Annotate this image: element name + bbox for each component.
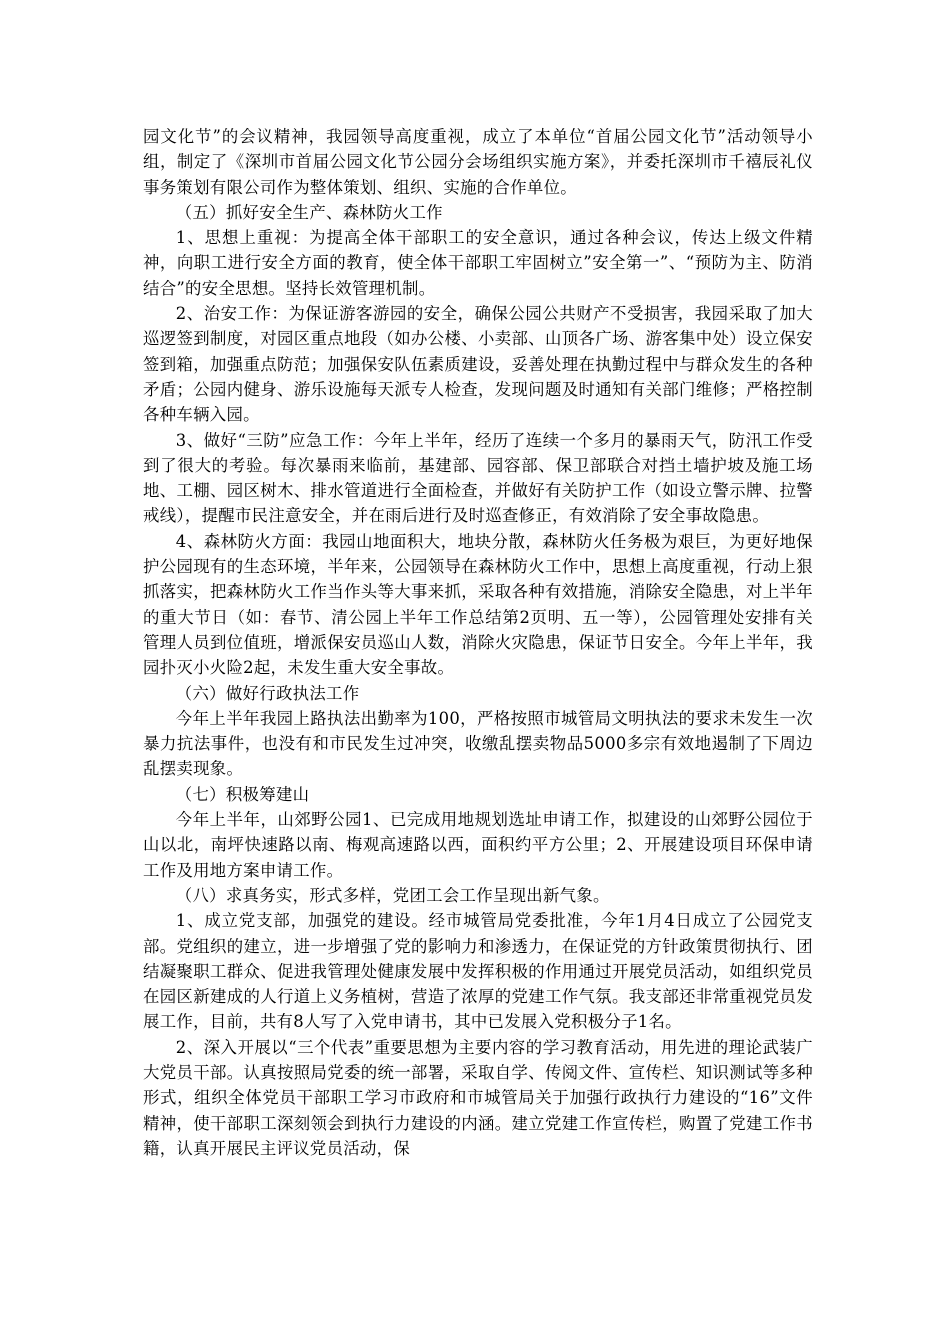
paragraph-law-enforcement: 今年上半年我园上路执法出勤率为100，严格按照市城管局文明执法的要求未发生一次暴力抗法事件，也没有和市民发生过冲突，收缴乱摆卖物品5000多宗有效地遏制了下周边乱摆卖现象。 (143, 708, 813, 779)
heading-section-7-construction: （七）积极筹建山 (175, 784, 310, 804)
paragraph-three-represents-study: 2、深入开展以“三个代表”重要思想为主要内容的学习教育活动，用先进的理论武装广大党员干部。认真按照局党委的统一部署，采取自学、传阅文件、宣传栏、知识测试等多种形式，组织全体党员干部职工学习市政府和市城管局关于加强行政执行力建设的“16”文件精神，使干部职工深刻领会到执行力建设的内涵。建立党建工作宣传栏，购置了党建工作书籍，认真开展民主评议党员活动，保 (143, 1037, 813, 1158)
heading-section-8-party-work: （八）求真务实，形式多样，党团工会工作呈现出新气象。 (175, 885, 610, 905)
document-page (143, 124, 813, 1161)
heading-section-5-safety: （五）抓好安全生产、森林防火工作 (175, 202, 443, 222)
paragraph-safety-awareness: 1、思想上重视：为提高全体干部职工的安全意识，通过各种会议，传达上级文件精神，向职工进行安全方面的教育，使全体干部职工牢固树立”安全第一”、“预防为主、防消结合”的安全思想。坚持长效管理机制。 (143, 228, 813, 298)
paragraph-country-park-construction: 今年上半年，山郊野公园1、已完成用地规划选址申请工作，拟建设的山郊野公园位于山以北，南坪快速路以南、梅观高速路以西，面积约平方公里；2、开展建设项目环保申请工作及用地方案申请工作。 (143, 810, 813, 880)
paragraph-cultural-festival: 园文化节”的会议精神，我园领导高度重视，成立了本单位“首届公园文化节”活动领导小组，制定了《深圳市首届公园文化节公园分会场组织实施方案》，并委托深圳市千禧辰礼仪事务策划有限公司作为整体策划、组织、实施的合作单位。 (143, 127, 813, 197)
paragraph-forest-fire-prevention: 4、森林防火方面：我园山地面积大，地块分散，森林防火任务极为艰巨，为更好地保护公园现有的生态环境，半年来，公园领导在森林防火工作中，思想上高度重视，行动上狠抓落实，把森林防火工作当作头等大事来抓，采取各种有效措施，消除安全隐患，对上半年的重大节日（如：春节、清公园上半年工作总结第2页明、五一等），公园管理处安排有关管理人员到位值班，增派保安员巡山人数，消除火灾隐患，保证节日安全。今年上半年，我园扑灭小火险2起，未发生重大安全事故。 (143, 531, 813, 678)
heading-section-6-law-enforcement: （六）做好行政执法工作 (175, 683, 360, 703)
paragraph-public-security: 2、治安工作：为保证游客游园的安全，确保公园公共财产不受损害，我园采取了加大巡逻签到制度，对园区重点地段（如办公楼、小卖部、山顶各广场、游客集中处）设立保安签到箱，加强重点防范；加强保安队伍素质建设，妥善处理在执勤过程中与群众发生的各种矛盾；公园内健身、游乐设施每天派专人检查，发现问题及时通知有关部门维修；严格控制各种车辆入园。 (143, 304, 813, 425)
paragraph-party-branch: 1、成立党支部，加强党的建设。经市城管局党委批准，今年1月4日成立了公园党支部。党组织的建立，进一步增强了党的影响力和渗透力，在保证党的方针政策贯彻执行、团结凝聚职工群众、促进我管理处健康发展中发挥积极的作用通过开展党员活动，如组织党员在园区新建成的人行道上义务植树，营造了浓厚的党建工作气氛。我支部还非常重视党员发展工作，目前，共有8人写了入党申请书，其中已发展入党积极分子1名。 (143, 911, 813, 1032)
paragraph-emergency-three-prevention: 3、做好“三防”应急工作：今年上半年，经历了连续一个多月的暴雨天气，防汛工作受到了很大的考验。每次暴雨来临前，基建部、园容部、保卫部联合对挡土墙护坡及施工场地、工棚、园区树木、排水管道进行全面检查，并做好有关防护工作（如设立警示牌、拉警戒线），提醒市民注意安全，并在雨后进行及时巡查修正，有效消除了安全事故隐患。 (143, 430, 813, 526)
